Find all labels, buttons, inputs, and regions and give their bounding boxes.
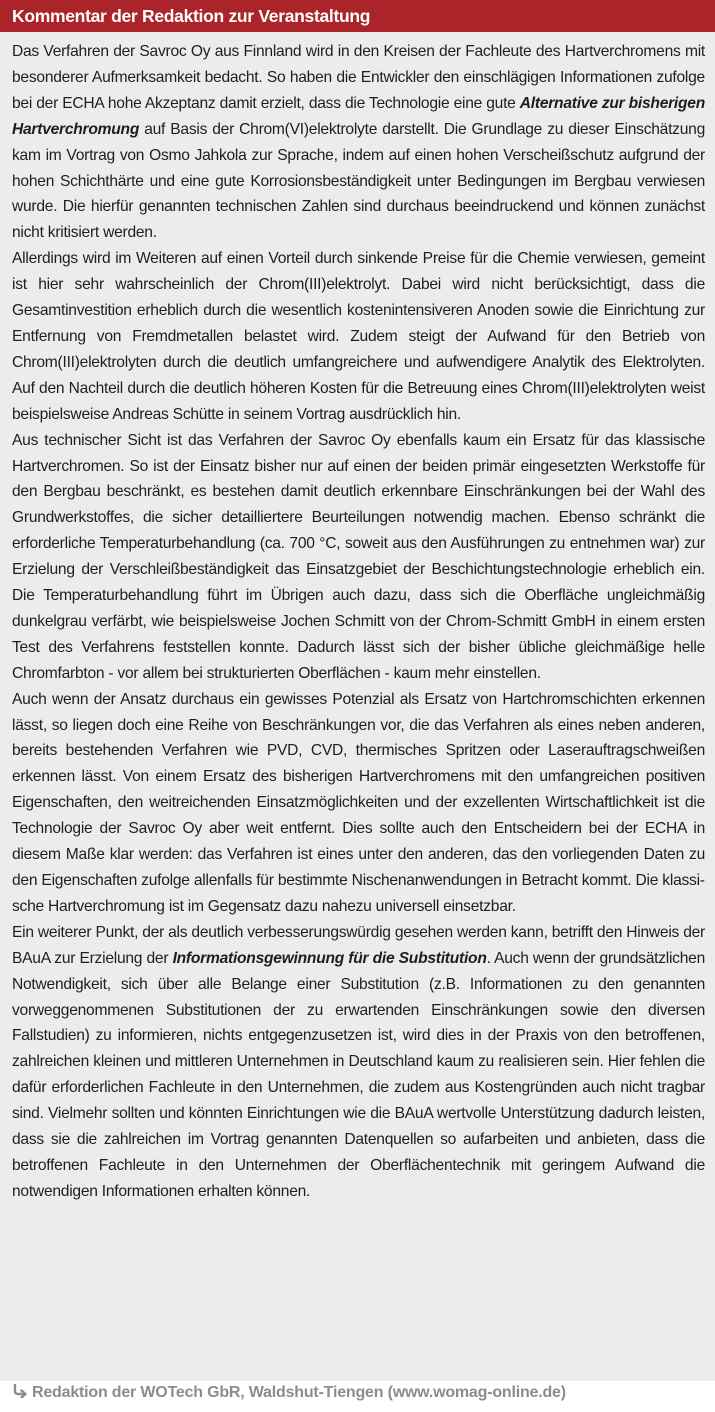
- footer-text: Redaktion der WOTech GbR, Waldshut-Tiengen (www.womag-online.de): [32, 1384, 566, 1401]
- paragraph-1-emphasis: Alternative zur bisherigen Hartverchromung: [12, 94, 705, 138]
- arrow-turn-right-icon: [12, 1383, 28, 1397]
- paragraph-3-text: Aus technischer Sicht ist das Verfahren der Savroc Oy ebenfalls kaum ein Ersatz für das klassische Hartverchromen. So ist der Einsatz bisher nur auf einen der beiden primär eingesetzten Werkstoffe für den Bergbau beschränkt, es bestehen damit deutlich erkennbare Einschränkungen bei der Wahl des Grundwerkstoffes, die sicher detailliertere Beurteilungen notwendig machen. Ebenso schränkt die erforderliche Temperaturbehandlung (ca. 700 °C, soweit aus den Ausführungen zu entnehmen war) zur Erzielung der Verschleißbeständigkeit das Einsatzgebiet der Beschichtungstechnologie erheblich ein. Die Temperaturbehandlung führt im Übrigen auch dazu, dass sich die Oberfläche ungleichmäßig dunkelgrau verfärbt, wie beispielsweise Jochen Schmitt von der Chrom-Schmitt GmbH in einem ersten Test des Verfahrens feststellen konnte. Dadurch lässt sich der bisher übliche gleichmäßige helle Chromfarbton - vor allem bei strukturierten Oberflächen - kaum mehr einstellen.: [12, 431, 705, 682]
- paragraph-5-text-after: . Auch wenn der grundsätzlichen Notwendigkeit, sich über alle Belange einer Substitution (z.B. Informationen zu den genannten vorweggenommenen Substitutionen der zu erwartenden Einschränkungen sowie den diversen Fallstudien) zu informieren, nichts entgegenzusetzen ist, wird dies in der Praxis von den betroffenen, zahlreichen kleinen und mittleren Unternehmen in Deutschland kaum zu realisieren sein. Hier fehlen die dafür erforderlichen Fachleute in den Unternehmen, die zudem aus Kostengründen auch nicht tragbar sind. Vielmehr sollten und könnten Einrichtungen wie die BAuA wertvolle Unterstützung dadurch leisten, dass sie die zahlreichen im Vortrag genannten Datenquellen so aufarbeiten und anbieten, dass die betroffenen Fachleute in den Unternehmen der Oberflächentechnik mit geringem Aufwand die notwendigen Informationen erhalten können.: [12, 949, 705, 1200]
- footer-credit: [12, 1382, 566, 1404]
- paragraph-4-text: Auch wenn der Ansatz durchaus ein gewisses Potenzial als Ersatz von Hartchromschichten erkennen lässt, so liegen doch eine Reihe von Beschränkungen vor, die das Verfahren als eines neben anderen, bereits bestehenden Verfahren wie PVD, CVD, thermisches Spritzen oder Laserauftragschweißen erkennen lässt. Von einem Ersatz des bisherigen Hartverchromens mit den umfangreichen positiven Eigenschaften, den weitreichenden Einsatzmöglichkeiten und der exzellenten Wirtschaftlichkeit ist die Technologie der Savroc Oy aber weit entfernt. Dies sollte auch den Entscheidern bei der ECHA in diesem Maße klar werden: das Verfahren ist eines unter den anderen, das den vorliegenden Daten zu den Eigenschaften zufolge allenfalls für bestimmte Nischenanwendungen in Betracht kommt. Die klassische Hartverchromung ist im Gegensatz dazu nahezu universell einsetzbar.: [12, 690, 705, 915]
- paragraph-1-text-after: auf Basis der Chrom(VI)elektrolyte darstellt. Die Grundlage zu dieser Einschätzung kam im Vortrag von Osmo Jahkola zur Sprache, indem auf einen hohen Verscheißschutz aufgrund der hohen Schichthärte und eine gute Korrosionsbeständigkeit unter Bedingungen im Bergbau verwiesen wurde. Die hierfür genannten technischen Zahlen sind durchaus beeindruckend und können zunächst nicht kritisiert werden.: [12, 120, 705, 242]
- paragraph-5-emphasis: Informationsgewinnung für die Substitution: [172, 949, 487, 967]
- paragraph-3: [12, 428, 705, 687]
- paragraph-5: [12, 920, 705, 1205]
- header-title: Kommentar der Redaktion zur Veranstaltung: [12, 6, 371, 26]
- header-bar: [0, 0, 715, 32]
- paragraph-2: [12, 246, 705, 427]
- paragraph-1: [12, 39, 705, 246]
- paragraph-1-text-before: Das Verfahren der Savroc Oy aus Finnland wird in den Kreisen der Fachleute des Hartverchromens mit besonderer Aufmerksamkeit bedacht. So haben die Entwickler den einschlägigen Informationen zufolge bei der ECHA hohe Akzeptanz damit erzielt, dass die Technologie eine gute: [12, 43, 705, 112]
- comment-body: [12, 39, 705, 1205]
- paragraph-4: [12, 687, 705, 920]
- paragraph-2-text: Allerdings wird im Weiteren auf einen Vorteil durch sinkende Preise für die Chemie verwiesen, gemeint ist hier sehr wahrscheinlich der Chrom(III)elektrolyt. Dabei wird nicht berücksichtigt, dass die Gesamtinvestition erheblich durch die wesentlich kostenintensiveren Anoden sowie die Einrichtung zur Entfernung von Fremdmetallen belastet wird. Zudem steigt der Aufwand für den Betrieb von Chrom(III)elektrolyten durch die deutlich umfangreichere und aufwendigere Analytik des Elektrolyten. Auf den Nachteil durch die deutlich höheren Kosten für die Betreuung eines Chrom(III)elektrolyten weist beispielsweise Andreas Schütte in seinem Vortrag ausdrücklich hin.: [12, 250, 705, 423]
- paragraph-5-text-before: Ein weiterer Punkt, der als deutlich verbesserungswürdig gesehen werden kann, betrifft den Hinweis der BAuA zur Erzielung der: [12, 923, 705, 967]
